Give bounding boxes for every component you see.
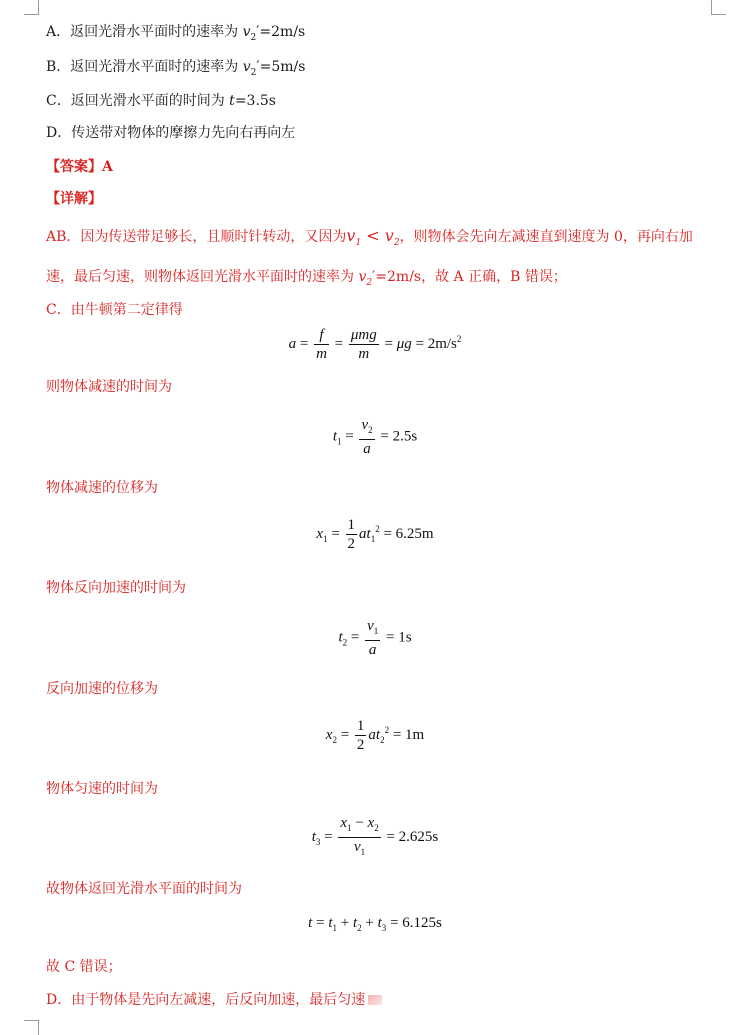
watermark-smudge (368, 995, 382, 1005)
option-b: B．返回光滑水平面时的速率为 $v_2'=5m/s$ (46, 59, 306, 78)
text-accel-disp: 反向加速的位移为 (46, 681, 158, 697)
page-corner-mark (24, 0, 39, 15)
page-corner-mark (711, 0, 726, 15)
equation-t1: $t_1$ = $\frac{v_2}{a}$ = 2.5s (332, 417, 418, 457)
page-corner-mark (24, 1020, 39, 1035)
c-intro: C．由牛顿第二定律得 (46, 302, 183, 318)
d-explanation: D．由于物体是先向左减速，后反向加速，最后匀速 (46, 989, 382, 1009)
option-c: C．返回光滑水平面的时间为 t=3.5s (46, 93, 276, 109)
text-decel-disp: 物体减速的位移为 (46, 480, 158, 496)
text-uniform-time: 物体匀速的时间为 (46, 781, 158, 797)
equation-t2: $t_2$ = $\frac{v_1}{a}$ = 1s (338, 618, 412, 658)
equation-t3: $t_3$ = $\frac{x_1 - x_2}{v_1}$ = 2.625s (311, 815, 439, 857)
equation-x1: $x_1$ = $\frac{1}{2}$ $at_1^2 = 6.25m$ (316, 517, 434, 552)
equation-total-t: $t = t_1 + t_2 + t_3 = 6.125s$ (308, 915, 442, 933)
v1-less-than-v2: $v_1 < v_2$ (346, 226, 400, 249)
c-conclusion: 故 C 错误； (46, 959, 122, 975)
answer-line: 【答案】A (46, 159, 113, 175)
option-d: D．传送带对物体的摩擦力先向右再向左 (46, 125, 296, 141)
detail-heading: 【详解】 (46, 191, 102, 207)
text-total-time: 故物体返回光滑水平面的时间为 (46, 881, 242, 897)
ab-explanation: AB．因为传送带足够长，且顺时针转动，又因为$v_1 < v_2$，则物体会先向左减速直到速度为 0，再向右加 速，最后匀速，则物体返回光滑水平面时的速率为 $v_2'=2m/s$，故 A 正确，B 错误； (46, 226, 693, 288)
equation-acceleration: a = $\frac{f}{m}$ = $\frac{\text{μmg}}{m}$ = $\mu g = 2m/s^2$ (288, 327, 462, 362)
option-a: A．返回光滑水平面时的速率为 $v_2'=2m/s$ (46, 24, 306, 43)
equation-x2: $x_2$ = $\frac{1}{2}$ $at_2^2 = 1m$ (325, 718, 425, 753)
text-accel-time: 物体反向加速的时间为 (46, 580, 186, 596)
text-decel-time: 则物体减速的时间为 (46, 379, 172, 395)
